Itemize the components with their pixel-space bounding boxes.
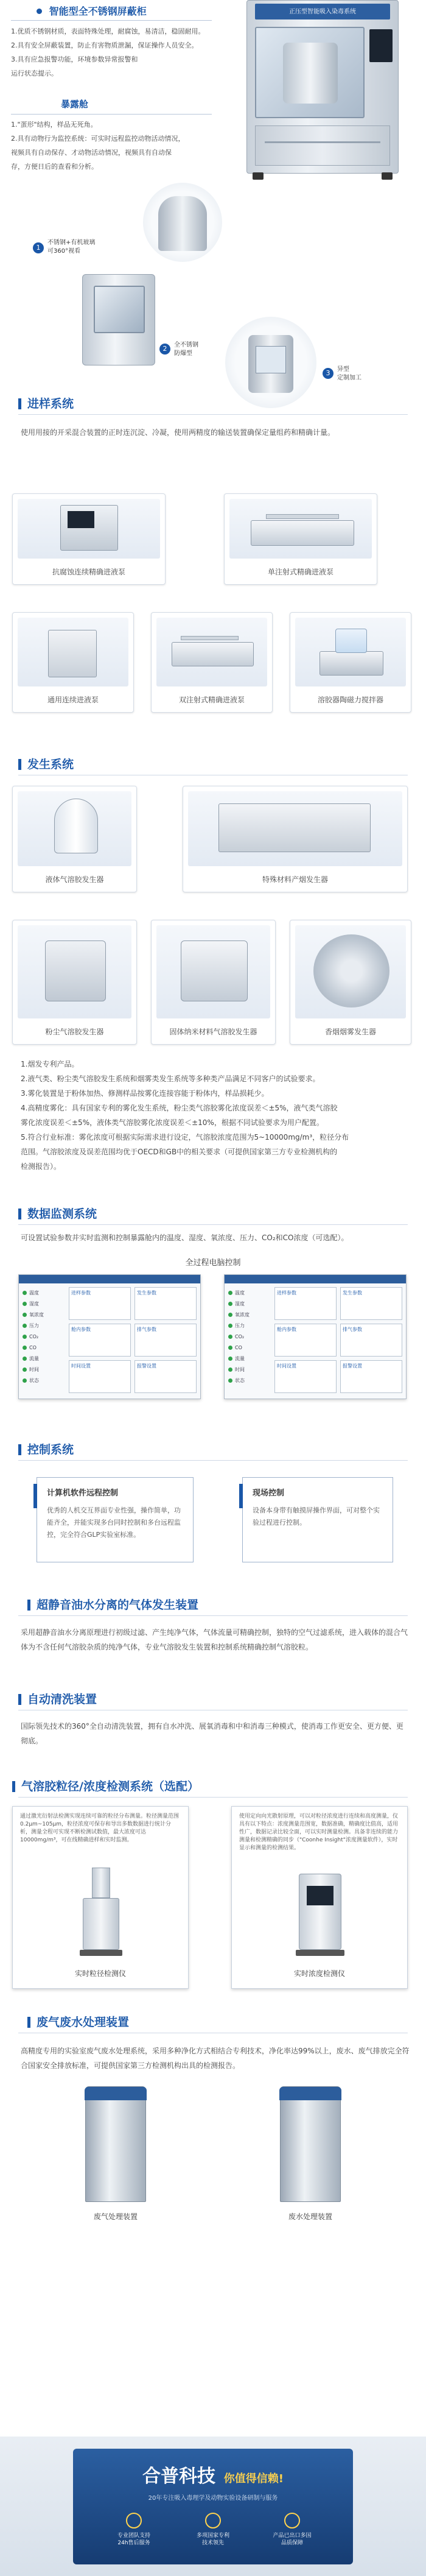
card-label: 溶胶器陶磁力搅拌器 [317, 696, 383, 704]
aerosol-card-label: 实时浓度检测仪 [293, 1969, 345, 1978]
chamber-title: 暴露舱 [61, 99, 89, 110]
callout-number-badge: 1 [33, 242, 44, 253]
footer-banner [0, 2437, 426, 2576]
monitor-desc: 可设置试验参数并实时监测和控制暴露舱内的温度、湿度、氧浓度、压力、CO₂和CO浓度（可选配）。 [21, 1233, 349, 1242]
aerosol-card-label: 实时粒径检测仪 [74, 1969, 126, 1978]
screen-title: 全过程电脑控制 [185, 1258, 241, 1268]
injection-card [151, 612, 273, 713]
footer-items [91, 2513, 335, 2555]
card-label: 固体纳米材料气溶胶发生器 [169, 1028, 257, 1036]
parameter-panel[interactable]: 舱内参数 [274, 1324, 337, 1357]
callout-number-badge: 3 [323, 368, 333, 379]
gas-treatment-image [85, 2086, 146, 2202]
status-dot-icon [228, 1313, 232, 1317]
brand-slogan: 你值得信赖! [223, 2472, 284, 2485]
parameter-panel[interactable]: 发生参数 [134, 1287, 197, 1320]
control-card-text: 优秀的人机交互界面专业性强，操作简单，功能齐全，并能实现多台同时控制和多台远程监控，完全符合GLP实验室标准。 [47, 1506, 181, 1539]
status-dot-icon [23, 1302, 27, 1306]
parameter-panel[interactable]: 时间设置 [69, 1360, 131, 1393]
monitor-title: 数据监测系统 [18, 1205, 97, 1221]
parameter-panel[interactable]: 时间设置 [274, 1360, 337, 1393]
ultra-title: 超静音油水分离的气体发生装置 [27, 1596, 198, 1612]
callout-text: 不锈钢+有机玻璃 可360°视看 [47, 239, 96, 255]
water-treatment-image [280, 2086, 341, 2202]
status-row: 温度 [23, 1287, 65, 1298]
card-label: 粉尘气溶胶发生器 [45, 1028, 104, 1036]
control-screenshot-1 [18, 1274, 201, 1399]
status-dot-icon [228, 1346, 232, 1350]
exhaust-card [61, 2080, 170, 2232]
exhaust-desc: 高精度专用的实验室废气废水处理系统，采用多种净化方式相结合专利技术，净化率达99%以上，废水、废气排放完全符合国家安全排放标准，可提供国家第三方检测机构出具的检测报告。 [21, 2047, 410, 2070]
cabinet-title: 智能型全不锈钢屏蔽柜 [37, 4, 147, 18]
generator-card [12, 786, 137, 892]
control-card-text: 设备本身带有触摸屏操作界面，可对整个实验过程进行控制。 [253, 1506, 380, 1526]
status-dot-icon [228, 1378, 232, 1383]
patent-icon [205, 2513, 221, 2528]
generator-point: 3.雾化装置是于粉体加热、修测样品按雾化连接容能于粉体内，样品损耗少。 [21, 1089, 269, 1098]
generator-point: 雾化浓度误差＜±5%，液体类气溶胶雾化浓度误差＜±10%，根据不同试验要求为用户配置。 [21, 1118, 324, 1127]
card-label: 通用连续进液泵 [47, 696, 99, 704]
generator-image [18, 791, 131, 866]
generator-card [290, 920, 411, 1045]
generator-image [18, 925, 131, 1018]
status-row: 状态 [228, 1375, 271, 1386]
card-label: 香烟烟雾发生器 [324, 1028, 376, 1036]
pump-image [156, 618, 267, 686]
status-dot-icon [23, 1291, 27, 1295]
generator-card [151, 920, 276, 1045]
chamber-image-acrylic [143, 183, 222, 262]
generator-point: 5.符合行业标准：雾化浓度可根据实际需求进行设定，气溶胶浓度范围为5~10000mg/m³，粒径分布 [21, 1133, 349, 1142]
injection-card [12, 612, 134, 713]
callout-number-badge: 2 [159, 344, 170, 355]
status-dot-icon [23, 1335, 27, 1339]
status-dot-icon [23, 1324, 27, 1328]
status-row: 状态 [23, 1375, 65, 1386]
status-dot-icon [228, 1367, 232, 1372]
aerosol-title: 气溶胶粒径/浓度检测系统（选配） [12, 1777, 199, 1794]
concentration-instrument-image [290, 1874, 351, 1959]
section-marker-icon [18, 1694, 21, 1705]
section-marker-icon [12, 1781, 15, 1792]
control-title: 控制系统 [18, 1441, 74, 1457]
cabinet-point: 3.具有应急报警功能，环境参数异常报警和 [11, 55, 138, 63]
section-marker-icon [27, 1600, 30, 1611]
cabinet-point: 2.具有安全屏蔽装置，防止有害物质泄漏，保证操作人员安全。 [11, 41, 198, 49]
injection-desc: 使用用接的开采混合装置的正时连沉淀、冷凝，使用两精度的输送装置确保定量组药和精确计量。 [21, 428, 335, 437]
card-label: 特殊材料产烟发生器 [262, 875, 328, 884]
title-marker-icon [37, 9, 42, 14]
clean-title: 自动清洗装置 [18, 1690, 97, 1707]
exhaust-card-label: 废水处理装置 [288, 2212, 332, 2221]
section-marker-icon [18, 398, 21, 409]
clean-desc: 国际领先技术的360°全自动清洗装置，拥有自水冲洗、展氧消毒和中和消毒三种模式，使消毒工作更安全、更方便、更彻底。 [21, 1722, 403, 1745]
exhaust-card-label: 废气处理装置 [93, 2212, 138, 2221]
stirrer-image [295, 618, 406, 686]
exhaust-title: 废气废水处理装置 [27, 2013, 129, 2030]
status-row: 压力 [23, 1320, 65, 1331]
generator-card [183, 786, 408, 892]
status-dot-icon [228, 1302, 232, 1306]
status-dot-icon [23, 1346, 27, 1350]
chamber-point: 1."蛋形"结构，样品无死角。 [11, 121, 97, 129]
footer-item: 专业团队支持 24h售后服务 [97, 2513, 170, 2547]
control-screenshot-2 [224, 1274, 407, 1399]
status-row: 流量 [228, 1353, 271, 1364]
status-dot-icon [228, 1324, 232, 1328]
cabinet-point: 1.优质不锈钢材质，表面特殊处理，耐腐蚀，易清洁，稳固耐用。 [11, 27, 205, 35]
status-row: 流量 [23, 1353, 65, 1364]
generator-image [188, 791, 402, 866]
parameter-panel[interactable]: 舱内参数 [69, 1324, 131, 1357]
chamber-image-steel [82, 274, 155, 365]
control-card-title: 现场控制 [253, 1489, 285, 1498]
chamber-point: 2.具有动物行为监控系统：可实时远程监控动物活动情况， [11, 135, 185, 143]
status-row: CO [228, 1342, 271, 1353]
callout-text: 全不锈钢 防爆型 [174, 342, 198, 357]
parameter-panel[interactable]: 排气参数 [340, 1324, 402, 1357]
chamber-point: 存，方便日后的查看和分析。 [11, 163, 98, 171]
injection-card [12, 493, 166, 585]
status-dot-icon [228, 1335, 232, 1339]
generator-image [156, 925, 270, 1018]
status-row: 温度 [228, 1287, 271, 1298]
card-label: 抗腐蚀连续精确进液泵 [52, 568, 125, 576]
card-label: 液体气溶胶发生器 [45, 875, 104, 884]
section-marker-icon [18, 759, 21, 770]
aerosol-card [12, 1806, 189, 1989]
chamber-points [11, 118, 218, 174]
aerosol-card-text: 使用定向向光散射原理，可以对粒径浓度进行连续和高度测量，仪具有以下特点：浓度测量范围宽，数据准确，精确度比值高，适用性广，数据记录比较全面，可以实时测量检测。具备非连续的能力测量和检测精确的同步（"Coonhe Insight"浓度测量软件），实时显示和测量的检测结果。 [239, 1813, 399, 1851]
parameter-panel[interactable]: 发生参数 [340, 1287, 402, 1320]
cabinet-points [11, 24, 212, 80]
section-marker-icon [18, 1444, 21, 1455]
particle-size-instrument-image [77, 1868, 125, 1959]
team-icon [126, 2513, 142, 2528]
aerosol-card-text: 通过激光衍射法检测实现连续可靠的粒径分布测量。粒径测量范围0.2μm~105μm，粒径浓度可保存和导出多数数据进行统计分析，测量全程可实现不断检测试数值，最大浓度可达10000mg/m³，可在线精确进样和实时监测。 [20, 1813, 180, 1843]
status-row: 氧浓度 [23, 1309, 65, 1320]
status-dot-icon [23, 1313, 27, 1317]
pump-image [18, 499, 160, 559]
footer-item: 多项国家专利 技术领先 [176, 2513, 250, 2547]
card-label: 单注射式精确进液泵 [267, 568, 333, 576]
footer-subtitle: 20年专注吸入毒理学及动物实验设备研制与服务 [148, 2495, 278, 2502]
chamber-callout-3 [323, 365, 383, 390]
parameter-panel[interactable]: 报警设置 [340, 1360, 402, 1393]
footer-item: 产品已出口多国 品质保障 [256, 2513, 329, 2547]
status-dot-icon [228, 1357, 232, 1361]
status-row: 时间 [23, 1364, 65, 1375]
control-card-title: 计算机软件远程控制 [47, 1489, 119, 1498]
status-row: 氧浓度 [228, 1309, 271, 1320]
status-row: 湿度 [228, 1298, 271, 1309]
injection-card [290, 612, 411, 713]
section-marker-icon [18, 1209, 21, 1219]
brand-name: 合普科技 [142, 2466, 215, 2487]
cabinet-machine-image [240, 0, 405, 183]
exhaust-card [256, 2080, 365, 2232]
generator-title: 发生系统 [18, 755, 74, 772]
pump-image [229, 499, 372, 559]
section-marker-icon [27, 2017, 30, 2028]
status-dot-icon [23, 1367, 27, 1372]
parameter-panel[interactable]: 进样参数 [69, 1287, 131, 1320]
status-row: CO₂ [228, 1331, 271, 1342]
cabinet-point: 运行状态提示。 [11, 69, 58, 77]
chamber-image-custom [225, 317, 316, 408]
status-dot-icon [228, 1291, 232, 1295]
generator-point: 范围。气溶胶浓度及误差范围均优于OECD和GB中的相关要求（可提供国家第三方专业检测机构的 [21, 1148, 338, 1156]
footer-brand [91, 2461, 335, 2488]
parameter-panel[interactable]: 排气参数 [134, 1324, 197, 1357]
ultra-desc: 采用超静音油水分离原理进行初级过滤、产生纯净气体，气体流量可精确控制，独特的空气过滤系统，进入载体的混合气体为不含任何气溶胶杂质的纯净气体，专业气溶胶发生装置和控制系统精确控制气溶胶粒。 [21, 1628, 408, 1651]
chamber-callout-1 [33, 239, 155, 263]
pump-image [18, 618, 128, 686]
cabinet-title-underline [11, 20, 212, 21]
machine-screen [369, 29, 393, 62]
aerosol-card [231, 1806, 408, 1989]
status-dot-icon [23, 1378, 27, 1383]
injection-card [224, 493, 377, 585]
status-row: 湿度 [23, 1298, 65, 1309]
status-row: 压力 [228, 1320, 271, 1331]
parameter-panel[interactable]: 报警设置 [134, 1360, 197, 1393]
generator-point: 4.高精度雾化：具有国家专利的雾化发生系统，粉尘类气溶胶雾化浓度误差＜±5%，液气类气溶胶 [21, 1104, 338, 1112]
chamber-callout-2 [159, 341, 220, 365]
status-row: 时间 [228, 1364, 271, 1375]
status-row: CO [23, 1342, 65, 1353]
machine-label: 正压型智能吸入染毒系统 [289, 9, 356, 15]
generator-point: 2.液气类、粉尘类气溶胶发生系统和烟雾类发生系统等多种类产品满足不同客户的试验要求。 [21, 1075, 320, 1083]
status-row: CO₂ [23, 1331, 65, 1342]
callout-text: 异型 定制加工 [337, 366, 361, 381]
chamber-point: 视频具有自动保存、才动物活动情况，视频具有自动保 [11, 149, 172, 157]
generator-image [295, 925, 406, 1018]
generator-point: 1.烟发专利产品。 [21, 1060, 79, 1068]
generator-card [12, 920, 137, 1045]
status-dot-icon [23, 1357, 27, 1361]
control-card-remote [37, 1477, 194, 1562]
globe-icon [284, 2513, 300, 2528]
generator-points [21, 1057, 410, 1174]
control-card-local [242, 1477, 393, 1562]
parameter-panel[interactable]: 进样参数 [274, 1287, 337, 1320]
card-label: 双注射式精确进液泵 [178, 696, 245, 704]
injection-title: 进样系统 [18, 395, 74, 411]
generator-point: 检测报告）。 [21, 1162, 61, 1171]
